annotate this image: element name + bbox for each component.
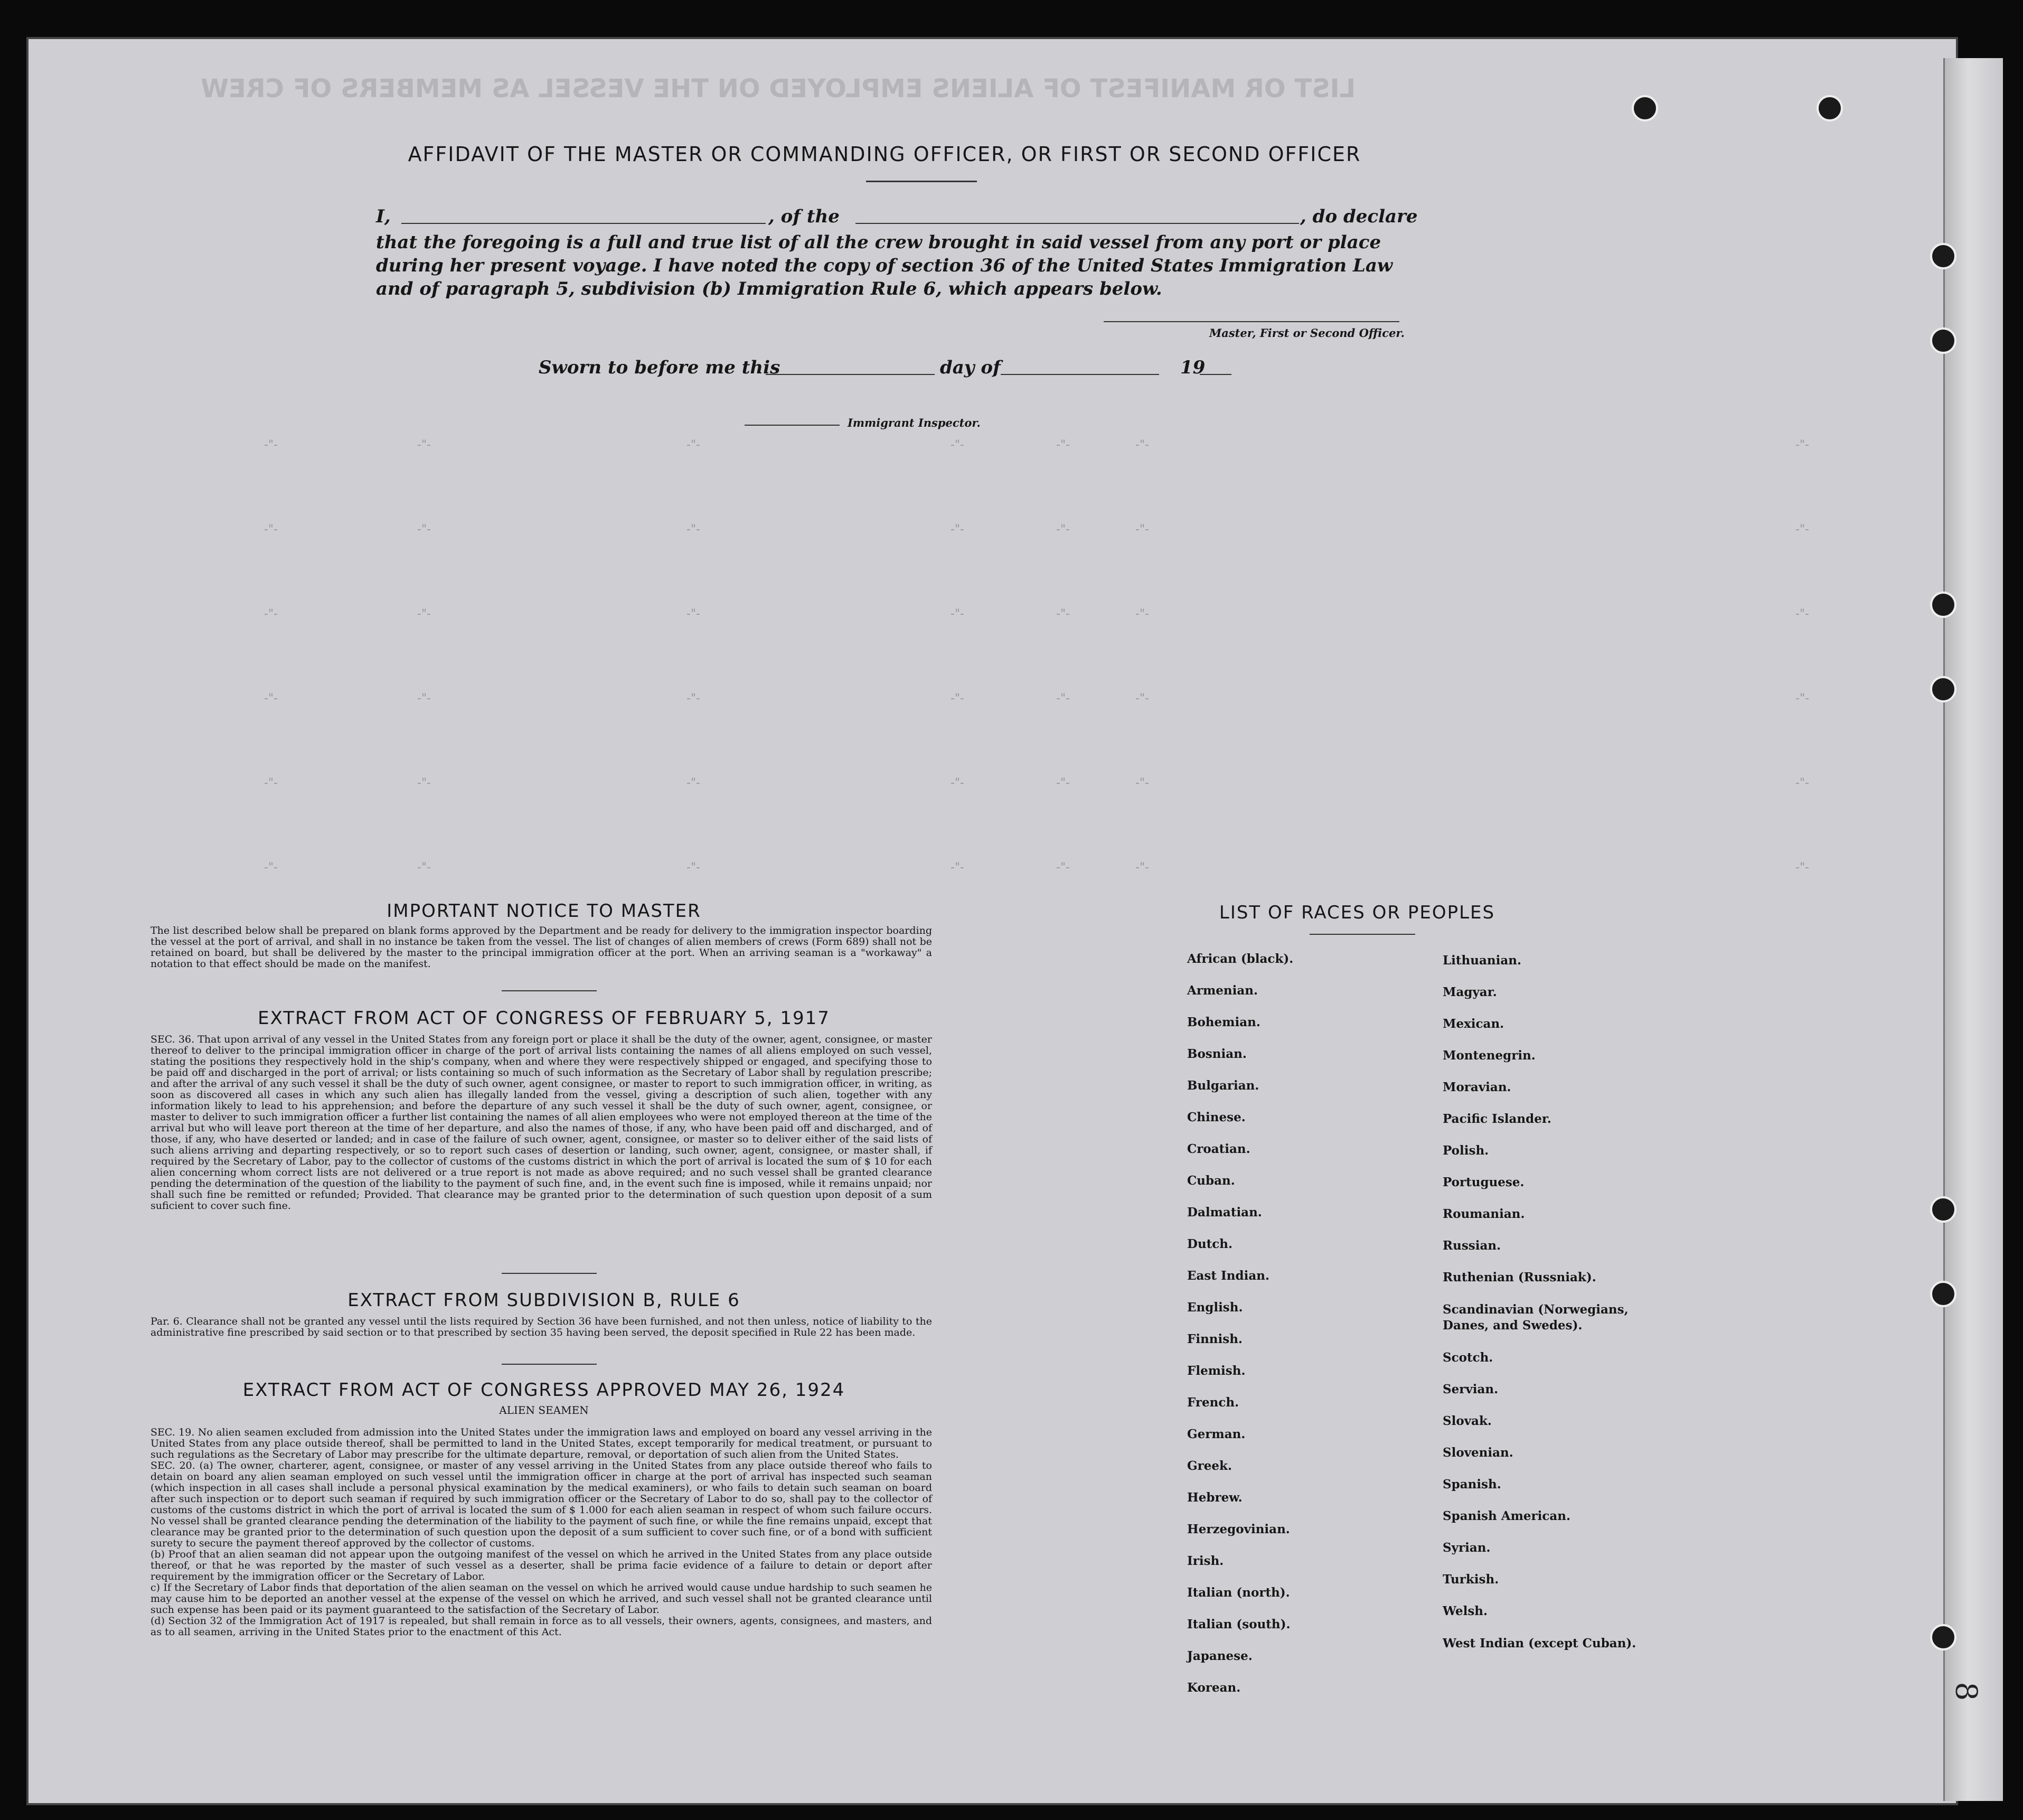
vessel-blank-line xyxy=(855,223,1299,224)
signature-line xyxy=(1104,321,1399,322)
inspector-label: Immigrant Inspector. xyxy=(848,416,981,429)
year-blank-line xyxy=(1200,374,1231,375)
race-entry: Herzegovinian. xyxy=(1187,1522,1290,1536)
race-entry: African (black). xyxy=(1187,952,1294,966)
race-entry: Korean. xyxy=(1187,1681,1241,1695)
day-blank-line xyxy=(766,374,935,375)
sec-20c-text: c) If the Secretary of Labor finds that deportation of the alien seaman on the vessel on which he arrived would cause undue hardship to such seamen he may cause him to be deported an another vessel at the expense of the vessel on which he arrived, and such vessel shall not be granted clearance until such expense has been paid or its payment guaranteed to the satisfaction of the Secretary of Labor. xyxy=(150,1582,932,1616)
race-entry: Scandinavian (Norwegians, Danes, and Swedes). xyxy=(1443,1302,1629,1333)
sec-19-text: SEC. 19. No alien seamen excluded from admission into the United States under the immigration laws and employed on board any vessel arriving in the United States from any place outside thereof, shall be permitted to land in the United States, except temporarily for medical treatment, or pursuant to such regulations as the Secretary of Labor may prescribe for the ultimate departure, removal, or deportation of such alien from the United States. xyxy=(150,1427,932,1460)
punch-hole xyxy=(1930,243,1956,269)
race-entry: Montenegrin. xyxy=(1443,1048,1536,1063)
declaration-of-the: , of the xyxy=(768,206,840,227)
title-rule xyxy=(866,181,977,182)
race-entry: Croatian. xyxy=(1187,1142,1250,1156)
race-entry: Lithuanian. xyxy=(1443,953,1521,968)
race-entry: Polish. xyxy=(1443,1143,1489,1158)
race-entry: Cuban. xyxy=(1187,1174,1235,1188)
extract-rule6-title: EXTRACT FROM SUBDIVISION B, RULE 6 xyxy=(347,1290,740,1311)
race-entry: Ruthenian (Russniak). xyxy=(1443,1270,1596,1284)
race-entry: Roumanian. xyxy=(1443,1207,1525,1221)
declaration-text: that the foregoing is a full and true list of all the crew brought in said vessel from any port or place during her present voyage. I have noted the copy of section 36 of the United States Immigration Law and of paragraph 5, subdivision (b) Immigration Rule 6, which appears below. xyxy=(376,232,1393,299)
race-entry: Bulgarian. xyxy=(1187,1078,1259,1093)
stacked-page-edges xyxy=(1943,58,2003,1801)
race-entry: Italian (north). xyxy=(1187,1586,1290,1600)
punch-hole xyxy=(1930,1624,1956,1650)
extract-1917-title: EXTRACT FROM ACT OF CONGRESS OF FEBRUARY 5, 1917 xyxy=(258,1008,830,1029)
affidavit-title: AFFIDAVIT OF THE MASTER OR COMMANDING OFFICER, OR FIRST OR SECOND OFFICER xyxy=(408,143,1361,166)
race-entry: East Indian. xyxy=(1187,1269,1269,1283)
divider xyxy=(502,1273,597,1274)
race-entry: Mexican. xyxy=(1443,1017,1504,1031)
race-entry: German. xyxy=(1187,1427,1246,1441)
race-entry: Bosnian. xyxy=(1187,1047,1247,1061)
sworn-day-of: day of xyxy=(940,357,1001,378)
punch-hole xyxy=(1632,95,1658,121)
notice-text: The list described below shall be prepared on blank forms approved by the Department and be ready for delivery to the immigration inspector boarding the vessel at the port of arrival, and shall in no instance be taken from the vessel. The list of changes of alien members of crews (Form 689) shall not be retained on board, but shall be delivered by the master to the principal immigration officer at the port. When an arriving seaman is a "workaway" a notation to that effect should be made on the manifest. xyxy=(150,925,932,970)
race-entry: Dalmatian. xyxy=(1187,1205,1262,1219)
inspector-line xyxy=(745,425,840,426)
declaration-do-declare: , do declare xyxy=(1300,206,1418,227)
race-entry: Slovak. xyxy=(1443,1414,1492,1428)
signature-label: Master, First or Second Officer. xyxy=(1209,326,1405,340)
race-entry: Magyar. xyxy=(1443,985,1497,999)
race-entry: Slovenian. xyxy=(1443,1446,1513,1460)
race-entry: Japanese. xyxy=(1187,1649,1253,1663)
extract-1924-title: EXTRACT FROM ACT OF CONGRESS APPROVED MAY 26, 1924 xyxy=(242,1380,845,1401)
punch-hole xyxy=(1930,327,1956,354)
month-blank-line xyxy=(1001,374,1159,375)
race-entry: Chinese. xyxy=(1187,1110,1246,1124)
punch-hole xyxy=(1930,676,1956,702)
race-entry: Italian (south). xyxy=(1187,1617,1291,1631)
race-entry: Irish. xyxy=(1187,1554,1224,1568)
race-entry: Finnish. xyxy=(1187,1332,1243,1346)
notice-title: IMPORTANT NOTICE TO MASTER xyxy=(387,900,701,922)
declaration-i: I, xyxy=(376,206,391,227)
sworn-year: 19 xyxy=(1180,357,1206,378)
extract-rule6-text: Par. 6. Clearance shall not be granted any vessel until the lists required by Section 36 have been furnished, and not then unless, notice of liability to the administrative fine prescribed by said section or to that prescribed by section 35 having been served, the deposit specified in Rule 22 has been made. xyxy=(150,1316,932,1338)
race-entry: Armenian. xyxy=(1187,983,1258,998)
races-column-2 xyxy=(1443,953,1654,1684)
race-entry: Russian. xyxy=(1443,1239,1501,1253)
race-entry: Flemish. xyxy=(1187,1364,1246,1378)
sec-20d-text: (d) Section 32 of the Immigration Act of 1917 is repealed, but shall remain in force as to all vessels, their owners, agents, consignees, and masters, and as to all seamen, arriving in the United States prior to the enactment of this Act. xyxy=(150,1615,932,1638)
sworn-prefix: Sworn to before me this xyxy=(539,357,780,378)
race-entry: Portuguese. xyxy=(1443,1175,1525,1189)
race-entry: Scotch. xyxy=(1443,1350,1493,1365)
divider xyxy=(502,1364,597,1365)
race-entry: Syrian. xyxy=(1443,1541,1491,1555)
race-entry: Dutch. xyxy=(1187,1237,1233,1251)
race-entry: Spanish American. xyxy=(1443,1509,1571,1523)
extract-1924-body xyxy=(150,1427,932,1638)
punch-hole xyxy=(1817,95,1843,121)
punch-hole xyxy=(1930,592,1956,618)
races-column-1 xyxy=(1187,952,1419,1712)
races-title-rule xyxy=(1310,934,1415,935)
race-entry: French. xyxy=(1187,1395,1239,1410)
bleed-through-header: LIST OR MANIFEST OF ALIENS EMPLOYED ON THE VESSEL AS MEMBERS OF CREW xyxy=(201,74,1356,104)
race-entry: Pacific Islander. xyxy=(1443,1112,1551,1126)
race-entry: Greek. xyxy=(1187,1459,1232,1473)
race-entry: Welsh. xyxy=(1443,1604,1488,1618)
race-entry: Servian. xyxy=(1443,1382,1499,1396)
sec-20a-text: SEC. 20. (a) The owner, charterer, agent, consignee, or master of any vessel arriving in the United States from any place outside thereof who fails to detain on board any alien seaman employed on such vessel until the immigration officer in charge at the port of arrival has inspected such seaman (which inspection in all cases shall include a personal physical examination by the medical examiners), or who fails to detain such seaman on board after such inspection or to deport such seaman if required by such immigration officer or the Secretary of Labor to do so, shall pay to the collector of customs of the customs district in which the port of arrival is located the sum of $ 1.000 for each alien seaman in respect of whom such failure occurs. No vessel shall be granted clearance pending the determination of the liability to the payment of such fine, or while the fine remains unpaid, except that clearance may be granted prior to the determination of such question upon the deposit of a sum sufficient to cover such fine, or of a bond with sufficient surety to secure the payment thereof approved by the collector of customs. xyxy=(150,1460,932,1549)
margin-note: 8 xyxy=(1949,1682,1983,1701)
punch-hole xyxy=(1930,1196,1956,1223)
punch-hole xyxy=(1930,1281,1956,1307)
race-entry: Turkish. xyxy=(1443,1572,1499,1587)
name-blank-line xyxy=(401,223,766,224)
races-title: LIST OF RACES OR PEOPLES xyxy=(1219,902,1495,923)
race-entry: Bohemian. xyxy=(1187,1015,1260,1029)
race-entry: English. xyxy=(1187,1300,1243,1315)
extract-1917-text: SEC. 36. That upon arrival of any vessel in the United States from any foreign port or place it shall be the duty of the owner, agent, consignee, or master thereof to deliver to the principal immigration officer in charge of the port of arrival lists containing the names of all aliens employed on such vessel, stating the positions they respectively hold in the ship's company, when and where they were respectively shipped or engaged, and specifying those to be paid off and discharged in the port of arrival; or lists containing so much of such information as the Secretary of Labor shall by regulation prescribe; and after the arrival of any such vessel it shall be the duty of such owner, agent consignee, or master to report to such immigration officer, in writing, as soon as discovered all cases in which any such alien has illegally landed from the vessel, giving a description of such alien, together with any information likely to lead to his apprehension; and before the departure of any such vessel it shall be the duty of such owner, agent, consignee, or master to deliver to such immigration officer a further list containing the names of all alien employees who were not employed thereon at the time of the arrival but who will leave port thereon at the time of her departure, and also the names of those, if any, who have been paid off and discharged, and of those, if any, who have deserted or landed; and in case of the failure of such owner, agent, consignee, or master so to deliver either of the said lists of such aliens arriving and departing respectively, or so to report such cases of desertion or landing, such owner, agent, consignee, or master shall, if required by the Secretary of Labor, pay to the collector of customs of the customs district in which the port of arrival is located the sum of $ 10 for each alien concerning whom correct lists are not delivered or a true report is not made as above required; and no such vessel shall be granted clearance pending the determination of the question of the liability to the payment of such fine, and, in the event such fine is imposed, while it remains unpaid; nor shall such fine be remitted or refunded; Provided. That clearance may be granted prior to the determination of such question upon deposit of a sum suficient to cover such fine. xyxy=(150,1034,932,1212)
race-entry: Spanish. xyxy=(1443,1477,1501,1491)
race-entry: Hebrew. xyxy=(1187,1490,1243,1505)
extract-1924-subtitle: ALIEN SEAMEN xyxy=(499,1404,589,1416)
divider xyxy=(502,990,597,991)
race-entry: West Indian (except Cuban). xyxy=(1443,1636,1636,1650)
sec-20b-text: (b) Proof that an alien seaman did not appear upon the outgoing manifest of the vessel on which he arrived in the United States from any place outside thereof, or that he was reported by the master of such vessel as a deserter, shall be prima facie evidence of a failure to detain or deport after requirement by the immigration officer or the Secretary of Labor. xyxy=(150,1549,932,1582)
race-entry: Moravian. xyxy=(1443,1080,1511,1094)
